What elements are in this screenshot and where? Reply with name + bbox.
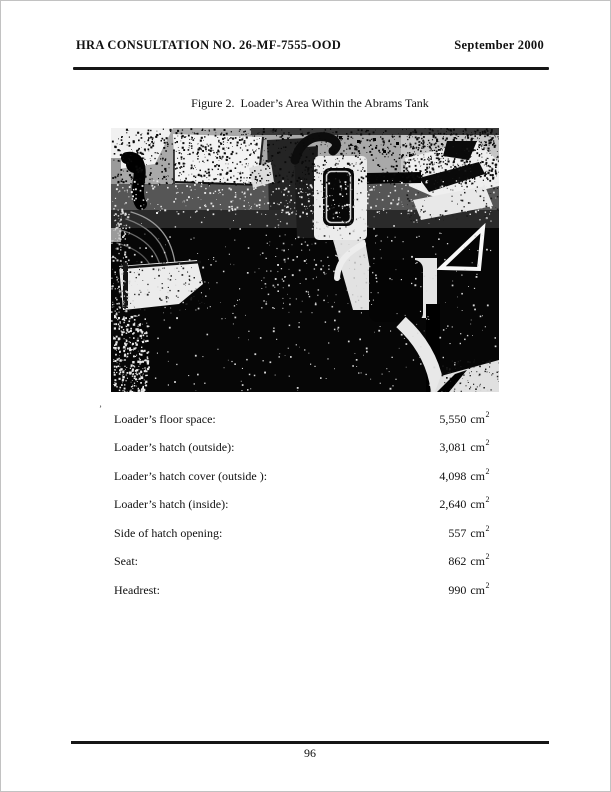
- measurement-label: Side of hatch opening:: [114, 526, 223, 540]
- measurement-value: 862 $cm^2$: [448, 552, 490, 568]
- measurement-row: [114, 525, 489, 541]
- seat-silhouette: [369, 260, 423, 322]
- measurement-value: 990 $cm^2$: [448, 581, 490, 597]
- measurement-label: Headrest:: [114, 583, 160, 597]
- measurement-label: Seat:: [114, 554, 138, 568]
- measurement-value: 557 $cm^2$: [448, 524, 490, 540]
- measurement-value: 5,550 $cm^2$: [439, 410, 490, 426]
- measurement-row: [114, 553, 489, 569]
- measurement-value: 2,640 $cm^2$: [439, 495, 490, 511]
- header-rule: [73, 67, 549, 70]
- measurement-value: 4,098 $cm^2$: [439, 467, 490, 483]
- measurement-label: Loader’s hatch (inside):: [114, 497, 229, 511]
- measurement-row: [114, 496, 489, 512]
- measurement-label: Loader’s hatch (outside):: [114, 440, 235, 454]
- measurement-row: [114, 582, 489, 598]
- page-number: 96: [304, 746, 316, 760]
- measurement-label: Loader’s hatch cover (outside ):: [114, 469, 268, 483]
- header-date: September 2000: [454, 38, 544, 52]
- measurement-value: 3,081 $cm^2$: [439, 438, 490, 454]
- header-report-number: HRA CONSULTATION NO. 26-MF-7555-OOD: [76, 38, 342, 52]
- periscope-housing: [314, 156, 367, 240]
- loader-area-photo: [111, 128, 499, 392]
- measurement-row: [114, 411, 489, 427]
- figure-caption: Figure 2. Loader’s Area Within the Abrams Tank: [191, 96, 429, 110]
- measurement-row: [114, 468, 489, 484]
- measurement-row: [114, 439, 489, 455]
- figure-photo: [111, 128, 499, 392]
- footer-rule: [71, 741, 549, 744]
- measurement-label: Loader’s floor space:: [114, 412, 216, 426]
- scan-artifact: ’: [99, 404, 102, 414]
